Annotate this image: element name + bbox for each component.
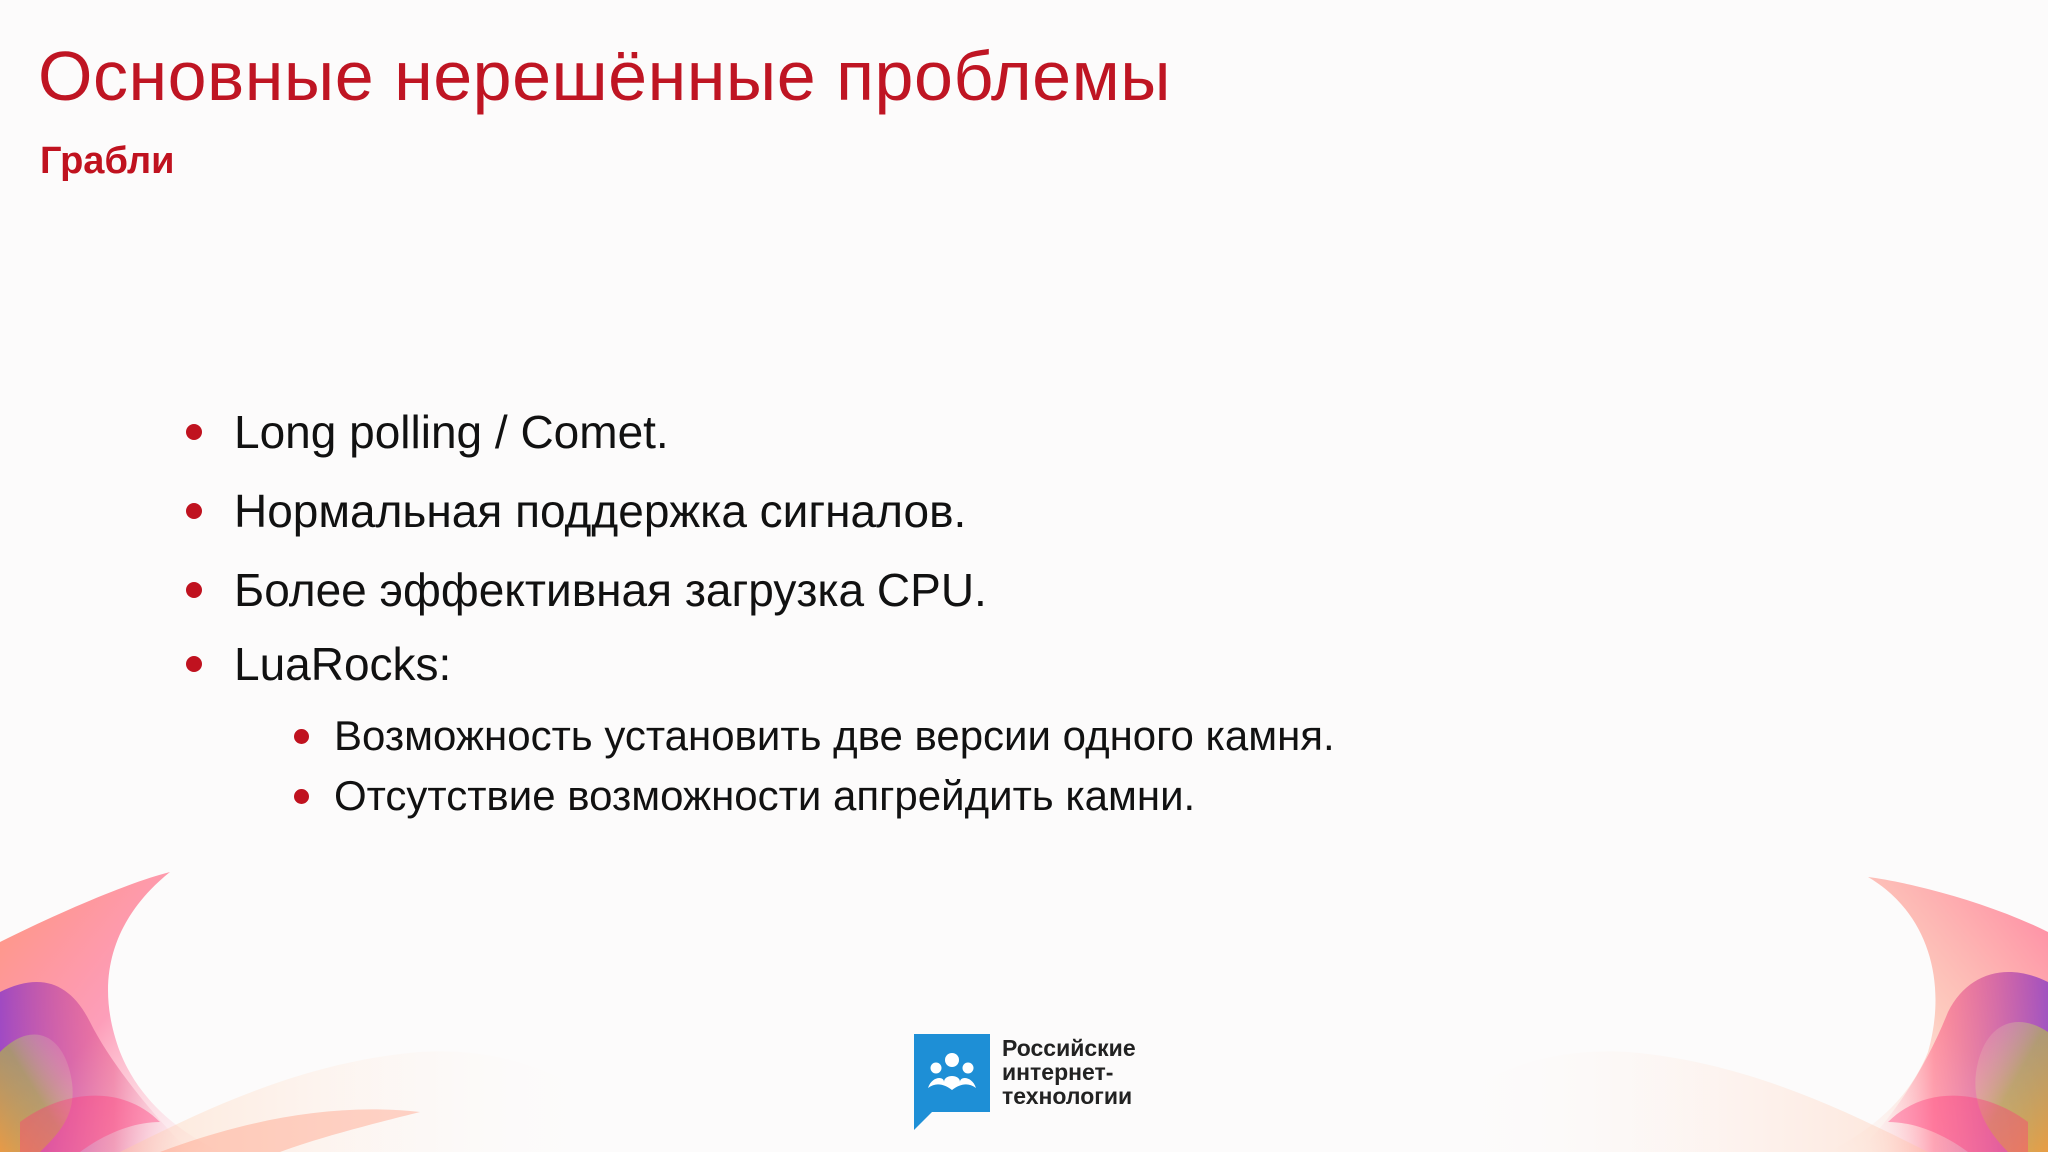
sub-bullet-text: Отсутствие возможности апгрейдить камни. — [334, 772, 1196, 819]
logo-wordmark — [1002, 1036, 1136, 1108]
slide-subtitle: Грабли — [40, 140, 175, 182]
sub-bullet-text: Возможность установить две версии одного камня. — [334, 712, 1335, 759]
bullet-item — [180, 479, 966, 543]
bullet-dot-icon — [186, 582, 202, 598]
slide-title: Основные нерешённые проблемы — [38, 37, 1172, 115]
bullet-item — [180, 400, 669, 464]
bullet-dot-icon — [186, 424, 202, 440]
people-speech-bubble-icon — [914, 1034, 990, 1130]
bullet-text: Нормальная поддержка сигналов. — [234, 485, 967, 537]
logo-line: интернет- — [1002, 1059, 1114, 1085]
bullet-dot-icon — [294, 729, 309, 744]
logo-line: Российские — [1002, 1035, 1136, 1061]
bullet-item — [180, 632, 451, 696]
bullet-dot-icon — [186, 656, 202, 672]
bullet-item — [180, 558, 987, 622]
bullet-text: Long polling / Comet. — [234, 406, 669, 458]
bullet-text: Более эффективная загрузка CPU. — [234, 564, 987, 616]
bullet-dot-icon — [294, 789, 309, 804]
logo-line: технологии — [1002, 1083, 1133, 1109]
rit-logo — [914, 1034, 1154, 1130]
bullet-text: LuaRocks: — [234, 638, 452, 690]
sub-bullet-item — [290, 768, 1195, 824]
smoke-decoration-left — [0, 822, 620, 1152]
smoke-decoration-right — [1428, 822, 2048, 1152]
sub-bullet-item — [290, 708, 1335, 764]
bullet-dot-icon — [186, 503, 202, 519]
